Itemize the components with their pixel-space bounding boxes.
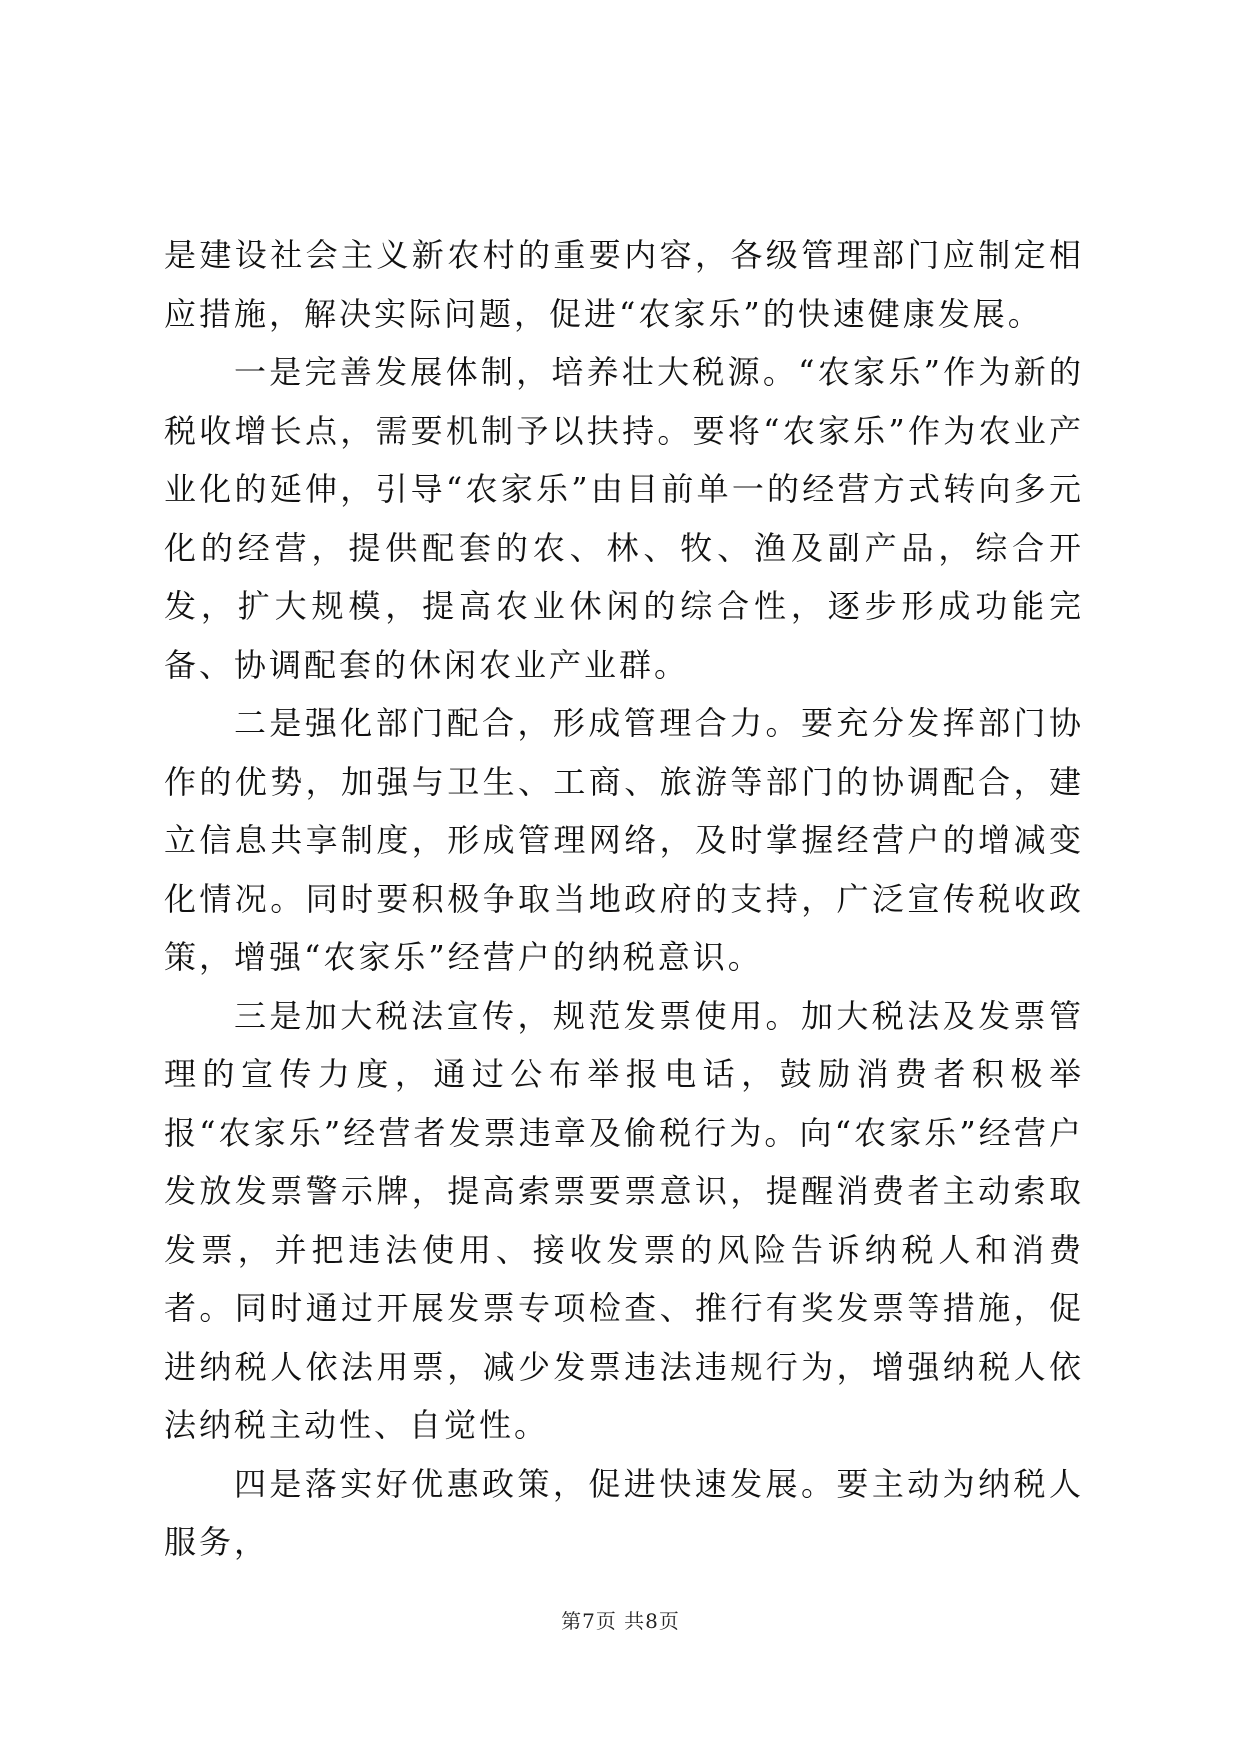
paragraph-4: 三是加大税法宣传，规范发票使用。加大税法及发票管理的宣传力度，通过公布举报电话，鼓励消费者积极举报“农家乐”经营者发票违章及偷税行为。向“农家乐”经营户发放发票警示牌，提高索票要票意识，提醒消费者主动索取发票，并把违法使用、接收发票的风险告诉纳税人和消费者。同时通过开展发票专项检查、推行有奖发票等措施，促进纳税人依法用票，减少发票违法违规行为，增强纳税人依法纳税主动性、自觉性。: [164, 996, 1084, 1444]
document-body: [164, 226, 1084, 1572]
paragraph-1: 是建设社会主义新农村的重要内容，各级管理部门应制定相应措施，解决实际问题，促进“农家乐”的快速健康发展。: [164, 236, 1084, 333]
paragraph-2: 一是完善发展体制，培养壮大税源。“农家乐”作为新的税收增长点，需要机制予以扶持。要将“农家乐”作为农业产业化的延伸，引导“农家乐”由目前单一的经营方式转向多元化的经营，提供配套的农、林、牧、渔及副产品，综合开发，扩大规模，提高农业休闲的综合性，逐步形成功能完备、协调配套的休闲农业产业群。: [164, 353, 1084, 684]
page-number-footer: 第7页 共8页: [561, 1609, 680, 1633]
paragraph-5: 四是落实好优惠政策，促进快速发展。要主动为纳税人服务，: [164, 1464, 1084, 1561]
paragraph-3: 二是强化部门配合，形成管理合力。要充分发挥部门协作的优势，加强与卫生、工商、旅游等部门的协调配合，建立信息共享制度，形成管理网络，及时掌握经营户的增减变化情况。同时要积极争取当地政府的支持，广泛宣传税收政策，增强“农家乐”经营户的纳税意识。: [164, 704, 1084, 976]
